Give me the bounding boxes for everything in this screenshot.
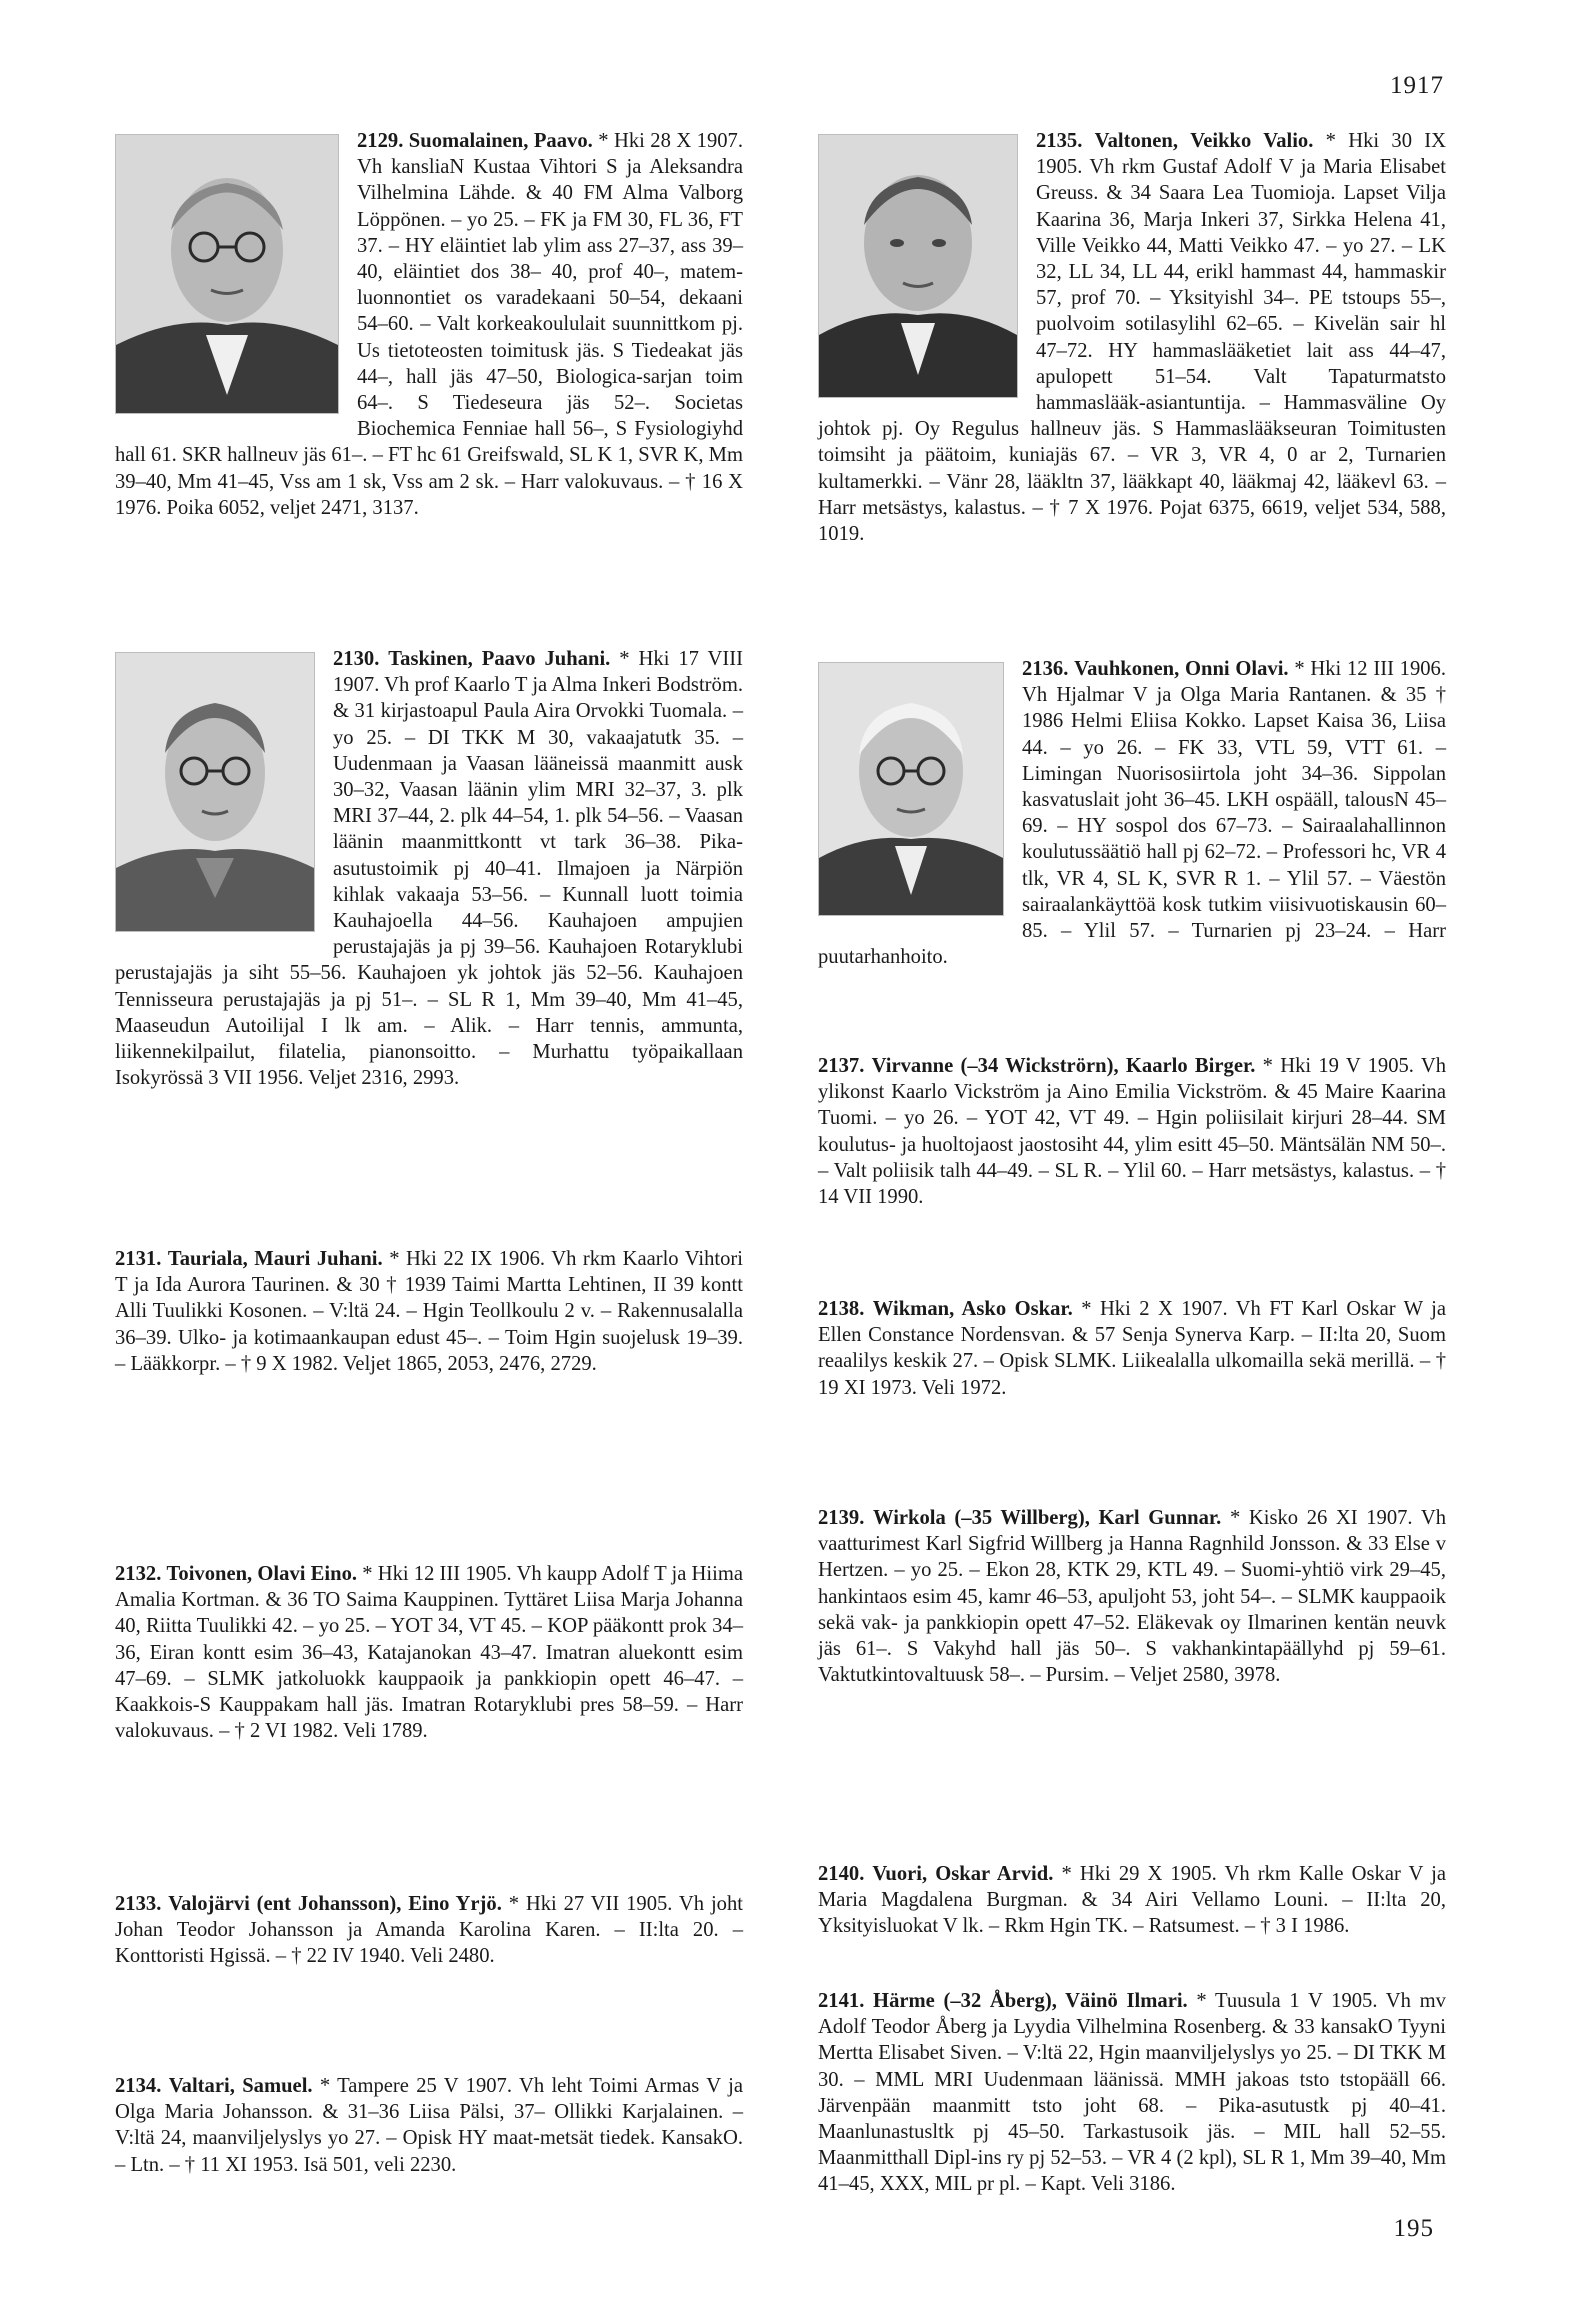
entry-number: 2141. [818, 1990, 865, 2012]
entry-2140 [818, 1861, 1446, 1940]
portrait-photo [818, 134, 1018, 398]
entry-2136 [818, 656, 1446, 970]
entry-surname: Toivonen, [166, 1563, 253, 1585]
entry-number: 2139. [818, 1507, 865, 1529]
entry-given-names: Kaarlo Birger. [1125, 1055, 1256, 1077]
entry-number: 2136. [1022, 658, 1069, 680]
entry-given-names: Paavo Juhani. [481, 648, 611, 670]
entry-2132 [115, 1561, 743, 1744]
entry-surname: Wikman, Asko Oskar. [872, 1298, 1073, 1320]
entry-2137 [818, 1053, 1446, 1210]
page-number-top: 1917 [1390, 72, 1444, 99]
entry-2141 [818, 1988, 1446, 2198]
entry-body: * Hki 27 VII 1905. Vh joht Johan Teodor Johansson ja Amanda Karolina Karen. – II:lta 20. – Konttoristi Hgissä. – † 22 IV 1940. Veli 2480. [115, 1893, 743, 1968]
entry-number: 2138. [818, 1298, 865, 1320]
entry-number: 2133. [115, 1893, 162, 1915]
entry-surname: Virvanne (–34 Wickströrn), [871, 1055, 1119, 1077]
page-number-bottom: 195 [1393, 2215, 1434, 2242]
entry-body: * Tuusula 1 V 1905. Vh mv Adolf Teodor Åberg ja Lyydia Vilhelmina Rosenberg. & 33 kansakO Tyyni Mertta Elisabet Siven. – V:ltä 22, Hgin maanviljelyslys yo 25. – DI TKK M 30. – MML MRI Uudenmaan läänissä. MMH jakoas tsto tstopääll 66. Järvenpään maanmitt tsto joht 68. – Pika-asutustk pj 40–41. Maanlunastusltk pj 45–50. Tarkastusoik jäs. – MIL hall 52–55. Maanmitthall Dipl-ins ry pj 52–53. – VR 4 (2 kpl), SL R 1, Mm 39–40, Mm 41–45, XXX, MIL pr pl. – Kapt. Veli 3186. [818, 1990, 1446, 2196]
entry-2131 [115, 1246, 743, 1377]
portrait-elderly-man-glasses-icon [819, 663, 1003, 915]
entry-surname: Vuori, [872, 1863, 928, 1885]
portrait-photo [818, 662, 1004, 916]
entry-surname: Vauhkonen, [1074, 658, 1180, 680]
entry-2139 [818, 1505, 1446, 1688]
portrait-older-man-glasses-icon [116, 135, 338, 413]
entry-body: * Hki 28 X 1907. Vh kansliaN Kustaa Vihtori S ja Aleksandra Vilhelmina Lähde. & 40 FM Alma Valborg Löppönen. – yo 25. – FK ja FM 30, FL 36, FT 37. – HY eläintiet lab ylim ass 27–37, ass 39–40, eläintiet dos 38– 40, prof 40–, matem-luonnontiet os varadekaani 50–54, dekaani 54–60. – Valt korkeakoululait suunnittkom pj. Us tietoteosten toimitusk jäs. S Tiedeakat jäs 44–, hall jäs 47–50, Biologica-sarjan toim 64–. S Tiedeseura jäs 52–. Societas Biochemica Fenniae hall 56–, S Fysiologiyhd hall 61. SKR hallneuv jäs 61–. – FT hc 61 Greifswald, SL K 1, SVR K, Mm 39–40, Mm 41–45, Vss am 1 sk, Vss am 2 sk. – Harr valokuvaus. – † 16 X 1976. Poika 6052, veljet 2471, 3137. [115, 130, 743, 519]
portrait-photo [115, 652, 315, 932]
entry-2130 [115, 646, 743, 1091]
entry-surname: Valojärvi (ent Johansson), Eino Yrjö. [168, 1893, 502, 1915]
entry-given-names: Mauri Juhani. [254, 1248, 383, 1270]
entry-body: * Hki 30 IX 1905. Vh rkm Gustaf Adolf V ja Maria Elisabet Greuss. & 34 Saara Lea Tuomioja. Lapset Vilja Kaarina 36, Marja Inkeri 37, Sirkka Helena 41, Ville Veikko 44, Matti Veikko 47. – yo 27. – LK 32, LL 34, LL 44, erikl hammast 44, hammaskir 57, prof 70. – Yksityishl 34–. PE tstoups 55–, puolvoim sotilasylihl 62–65. – Kivelän sair hl 47–72. HY hammaslääketiet lait ass 44–47, apulopett 51–54. Valt Tapaturmatsto hammaslääk-asiantuntija. – Hammasväline Oy johtok pj. Oy Regulus hallneuv jäs. S Hammaslääkseuran Toimitusten toimsiht ja päätoim, kuniajäs 67. – VR 3, VR 4, 0 ar 2, Turnarien kultamerkki. – Vänr 28, lääkltn 37, lääkkapt 40, lääkmaj 42, lääkevl 63. – Harr metsästys, kalastus. – † 7 X 1976. Pojat 6375, 6619, veljet 534, 588, 1019. [818, 130, 1446, 546]
entry-2134 [115, 2073, 743, 2178]
entry-body: * Hki 22 IX 1906. Vh rkm Kaarlo Vihtori T ja Ida Aurora Taurinen. & 30 † 1939 Taimi Martta Lehtinen, II 39 kontt Alli Tuulikki Kosonen. – V:ltä 24. – Hgin Teollkoulu 2 v. – Rakennusalalla 36–39. Ulko- ja kotimaankaupan edust 45–. – Toim Hgin suojelusk 19–39. – Lääkkorpr. – † 9 X 1982. Veljet 1865, 2053, 2476, 2729. [115, 1248, 743, 1375]
entry-body: * Hki 12 III 1906. Vh Hjalmar V ja Olga Maria Rantanen. & 35 † 1986 Helmi Eliisa Kokko. Lapset Kaisa 36, Liisa 44. – yo 26. – FK 33, VTL 59, VTT 61. – Limingan Nuorisosiirtola joht 34–36. Sippolan kasvatuslait joht 36–45. LKH ospääll, talousN 45–69. – HY sospol dos 67–73. – Sairaalahallinnon koulutussäätiö hall pj 62–72. – Professori hc, VR 4 tlk, VR 4, SL K, SVR R 1. – Ylil 57. – Väestön sairaalankäyttöä kosk tutkim viisivuotiskausin 60–85. – Ylil 57. – Turnarien pj 23–24. – Harr puutarhanhoito. [818, 658, 1447, 969]
entry-given-names: Paavo. [533, 130, 593, 152]
entry-number: 2129. [357, 130, 404, 152]
portrait-photo [115, 134, 339, 414]
entry-body: * Hki 2 X 1907. Vh FT Karl Oskar W ja Ellen Constance Nordensvan. & 57 Senja Synerva Karp. – II:lta 20, Suom reaalilys keskik 27. – Opisk SLMK. Liikealalla ulkomailla sekä merillä. – † 19 XI 1973. Veli 1972. [818, 1298, 1446, 1399]
entry-given-names: Oskar Arvid. [935, 1863, 1054, 1885]
entry-given-names: Veikko Valio. [1190, 130, 1314, 152]
entry-surname: Suomalainen, [408, 130, 529, 152]
entry-2129 [115, 128, 743, 521]
entry-surname: Taskinen, [388, 648, 473, 670]
entry-2138 [818, 1296, 1446, 1401]
entry-number: 2134. [115, 2075, 162, 2097]
entry-body: * Hki 29 X 1905. Vh rkm Kalle Oskar V ja Maria Magdalena Burgman. & 34 Airi Vellamo Louni. – II:lta 20, Yksityisluokat V lk. – Rkm Hgin TK. – Ratsumest. – † 3 I 1986. [818, 1863, 1446, 1938]
entry-number: 2132. [115, 1563, 162, 1585]
entry-2135 [818, 128, 1446, 547]
entry-surname: Valtonen, [1094, 130, 1178, 152]
entry-given-names: Onni Olavi. [1184, 658, 1289, 680]
entry-body: * Hki 19 V 1905. Vh ylikonst Kaarlo Vickström ja Aino Emilia Vickström. & 45 Maire Kaarina Tuomi. – yo 26. – YOT 42, VT 49. – Hgin poliisilait kirjuri 28–44. SM koulutus- ja huoltojaost jaostosiht 44, ylim esitt 45–50. Mäntsälän NM 50–. – Valt poliisik talh 44–49. – SL R. – Ylil 60. – Harr metsästys, kalastus. – † 14 VII 1990. [818, 1055, 1447, 1209]
entry-number: 2140. [818, 1863, 865, 1885]
entry-surname: Wirkola (–35 Willberg), Karl Gunnar. [872, 1507, 1222, 1529]
entry-number: 2131. [115, 1248, 162, 1270]
entry-surname: Valtari, Samuel. [168, 2075, 313, 2097]
portrait-young-man-uniform-icon [116, 653, 314, 931]
portrait-middle-aged-man-icon [819, 135, 1017, 397]
entry-body: * Hki 12 III 1905. Vh kaupp Adolf T ja Hiima Amalia Kortman. & 36 TO Saima Kauppinen. Tyttäret Liisa Marja Johanna 40, Riitta Tuulikki 42. – yo 25. – YOT 34, VT 45. – KOP pääkontt prok 34–36, Eiran kontt esim 36–43, Katajanokan 43–47. Imatran aluekontt esim 47–69. – SLMK jatkoluokk kauppaoik ja pankkiopin opett 46–47. – Kaakkois-S Kauppakam hall jäs. Imatran Rotaryklubi pres 58–59. – Harr valokuvaus. – † 2 VI 1982. Veli 1789. [115, 1563, 744, 1743]
entry-body: * Kisko 26 XI 1907. Vh vaatturimest Karl Sigfrid Willberg ja Hanna Ragnhild Jonsson. & 33 Else v Hertzen. – yo 25. – Ekon 28, KTK 29, KTL 49. – Suomi-yhtiö virk 29–45, hankintaos esim 45, kamr 46–53, apuljoht 53, joht 54–. – SLMK kauppaoik sekä vak- ja pankkiopin opett 47–52. Eläkevak oy Ilmarinen kentän neuvk jäs 61–. S Vakyhd hall jäs 50–. S vakhankintapäällyhd pj 59–61. Vaktutkintovaltuusk 58–. – Pursim. – Veljet 2580, 3978. [818, 1507, 1446, 1687]
entry-given-names: Olavi Eino. [257, 1563, 358, 1585]
entry-2133 [115, 1891, 743, 1970]
entry-surname: Härme (–32 Åberg), Väinö Ilmari. [873, 1990, 1188, 2012]
entry-body: * Tampere 25 V 1907. Vh leht Toimi Armas V ja Olga Maria Johansson. & 31–36 Liisa Pälsi, 37– Ollikki Karjalainen. – V:ltä 24, maanviljelyslys yo 27. – Opisk HY maat-metsät tiedek. KansakO. – Ltn. – † 11 XI 1953. Isä 501, veli 2230. [115, 2075, 743, 2176]
entry-body: * Hki 17 VIII 1907. Vh prof Kaarlo T ja Alma Inkeri Bodström. & 31 kirjastoapul Paula Aira Orvokki Tuomala. – yo 25. – DI TKK M 30, vakaajatutk 35. – Uudenmaan ja Vaasan lääneissä maanmitt ausk 30–32, Vaasan läänin ylim MRI 32–37, 3. plk MRI 37–44, 2. plk 44–54, 1. plk 54–56. – Vaasan läänin maanmittkontt vt tark 36–38. Pika-asutustoimik pj 40–41. Ilmajoen ja Närpiön kihlak vakaaja 53–56. – Kunnall luott toimia Kauhajoella 44–56. Kauhajoen ampujien perustajajäs ja pj 39–56. Kauhajoen Rotaryklubi perustajajäs ja siht 55–56. Kauhajoen yk johtok jäs 52–56. Kauhajoen Tennisseura perustajajäs ja pj 51–. – SL R 1, Mm 39–40, Mm 41–45, Maaseudun Autoilijal I lk am. – Alik. – Harr tennis, ammunta, liikennekilpailut, filatelia, pianonsoitto. – Murhattu työpaikallaan Isokyrössä 3 VII 1956. Veljet 2316, 2993. [115, 648, 743, 1090]
entry-surname: Tauriala, [167, 1248, 248, 1270]
entry-number: 2137. [818, 1055, 865, 1077]
entry-number: 2135. [1036, 130, 1083, 152]
entry-number: 2130. [333, 648, 380, 670]
